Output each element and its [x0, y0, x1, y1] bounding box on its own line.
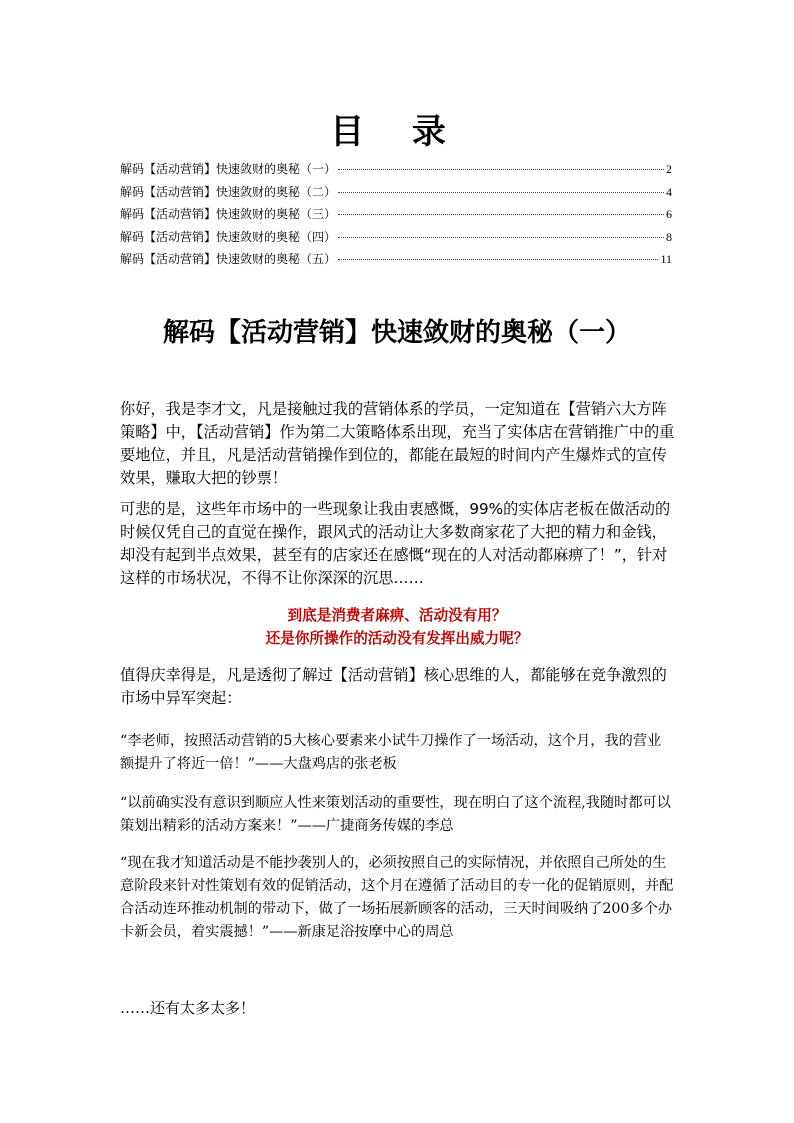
intro-paragraph: 你好，我是李才文，凡是接触过我的营销体系的学员，一定知道在【营销六大方阵策略】中，【活动营销】作为第二大策略体系出现，充当了实体店在营销推广中的重要地位，并且，凡是活动营销操作到位的，都能在最短的时间内产生爆炸式的宣传效果，赚取大把的钞票！	[120, 400, 675, 487]
table-of-contents	[120, 160, 672, 273]
toc-entry[interactable]	[120, 228, 672, 251]
toc-leader-dots	[338, 237, 664, 238]
highlight-question	[0, 604, 794, 650]
toc-entry-text: 解码【活动营销】快速敛财的奥秘（五）	[120, 252, 337, 267]
chapter-title: 解码【活动营销】快速敛财的奥秘（一）	[162, 318, 631, 348]
highlight-line-2: 还是你所操作的活动没有发挥出威力呢？	[265, 630, 529, 647]
toc-entry[interactable]	[120, 205, 672, 228]
toc-entry-page: 2	[666, 162, 672, 176]
toc-title: 目 录	[330, 112, 464, 152]
toc-leader-dots	[338, 192, 664, 193]
problem-paragraph: 可悲的是，这些年市场中的一些现象让我由衷感慨，99%的实体店老板在做活动的时候仅凭自己的直觉在操作，跟风式的活动让大多数商家花了大把的精力和金钱，却没有起到半点效果，甚至有的店家还在感慨“现在的人对活动都麻痹了！”，针对这样的市场状况，不得不让你深深的沉思……	[120, 500, 671, 587]
toc-entry[interactable]	[120, 250, 672, 273]
toc-entry-text: 解码【活动营销】快速敛财的奥秘（三）	[120, 207, 337, 222]
toc-entry-page: 8	[666, 229, 672, 244]
toc-entry-text: 解码【活动营销】快速敛财的奥秘（四）	[120, 229, 337, 244]
testimonial-quote: “以前确实没有意识到顺应人性来策划活动的重要性，现在明白了这个流程,我随时都可以策划出精彩的活动方案来！”——广捷商务传媒的李总	[120, 795, 671, 834]
toc-leader-dots	[338, 259, 658, 260]
testimonial-quote: “现在我才知道活动是不能抄袭别人的，必须按照自己的实际情况，并依照自己所处的生意阶段来针对性策划有效的促销活动，这个月在遵循了活动目的专一化的促销原则，并配合活动连环推动机制的带动下，做了一场拓展新顾客的活动，三天时间吸纳了200多个办卡新会员，着实震撼！”——新康足浴按摩中心的周总	[120, 855, 674, 940]
toc-entry-page: 6	[666, 207, 672, 222]
fortunate-paragraph: 值得庆幸得是，凡是透彻了解过【活动营销】核心思维的人，都能够在竞争激烈的市场中异军突起：	[120, 666, 667, 707]
toc-entry-page: 4	[666, 184, 672, 199]
toc-leader-dots	[338, 214, 664, 215]
toc-leader-dots	[338, 169, 664, 170]
toc-entry-text: 解码【活动营销】快速敛财的奥秘（一）	[120, 162, 337, 176]
toc-entry-page: 11	[660, 252, 672, 267]
toc-entry[interactable]	[120, 183, 672, 206]
testimonial-quote: “李老师，按照活动营销的5大核心要素来小试牛刀操作了一场活动，这个月，我的营业额提升了将近一倍！”——大盘鸡店的张老板	[120, 733, 662, 772]
highlight-line-1: 到底是消费者麻痹、活动没有用？	[287, 607, 507, 624]
more-text: ……还有太多太多！	[120, 999, 256, 1017]
toc-entry-text: 解码【活动营销】快速敛财的奥秘（二）	[120, 184, 337, 199]
toc-entry[interactable]	[120, 160, 672, 183]
